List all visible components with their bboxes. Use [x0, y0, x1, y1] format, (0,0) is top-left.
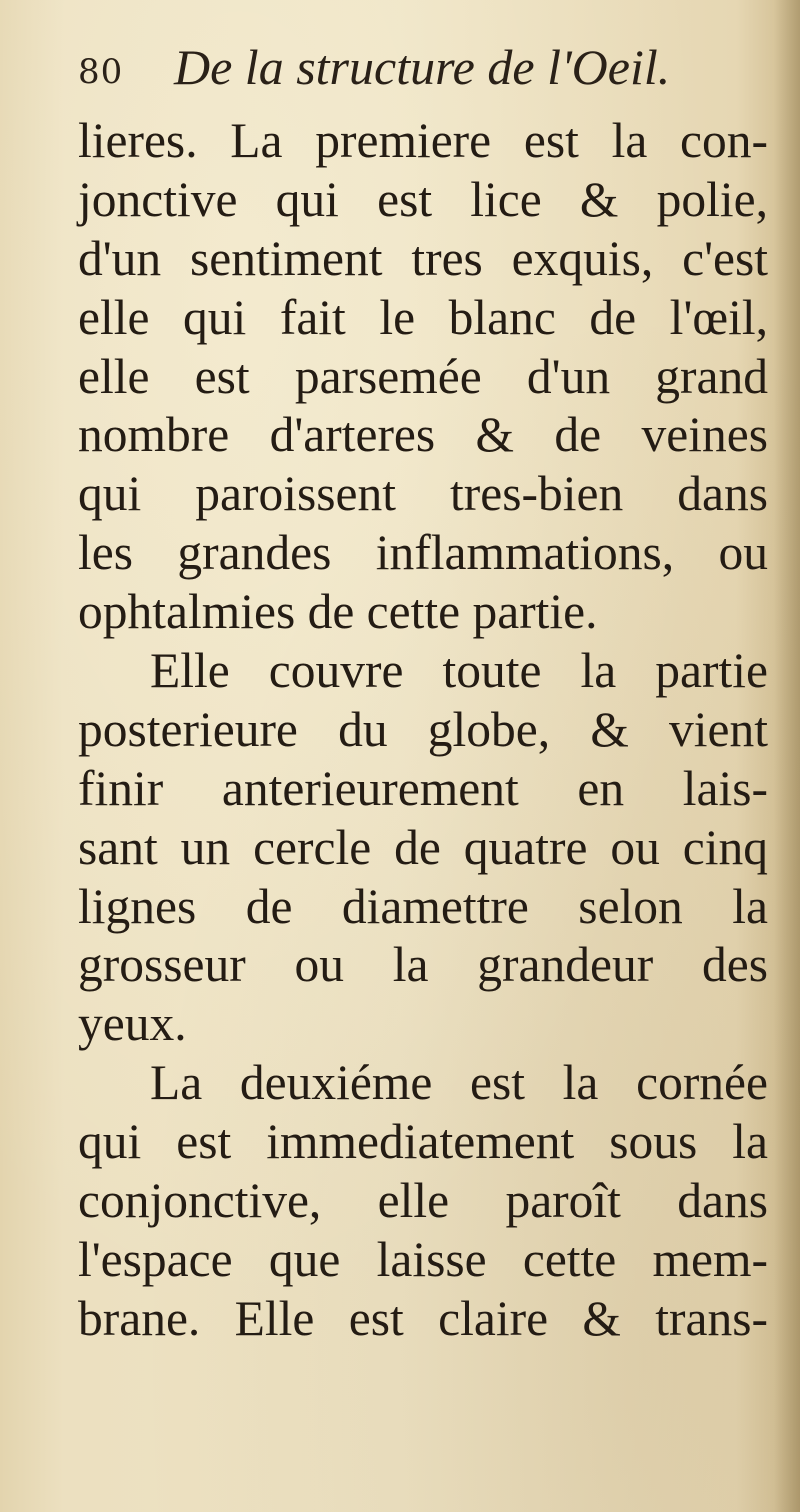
text-line: finir anterieurement en lais- [78, 760, 768, 816]
text-line: grosseur ou la grandeur des [78, 937, 768, 993]
running-header [78, 38, 718, 108]
text-line: jonctive qui est lice & polie, [78, 171, 768, 227]
body-text [78, 112, 768, 1349]
text-line: d'un sentiment tres exquis, c'est [78, 230, 768, 286]
text-line: l'espace que laisse cette mem- [78, 1231, 768, 1287]
running-title: De la structure de l'Oeil. [174, 39, 671, 95]
text-line: La deuxiéme est la cornée [150, 1055, 768, 1111]
text-line: elle est parsemée d'un grand [78, 348, 768, 404]
text-line: posterieure du globe, & vient [78, 701, 768, 757]
text-line: qui paroissent tres-bien dans [78, 466, 768, 522]
text-line: lieres. La premiere est la con- [78, 113, 768, 168]
paragraph-2 [78, 642, 768, 1054]
text-line: qui est immediatement sous la [78, 1114, 768, 1170]
text-line: yeux. [78, 996, 187, 1052]
text-line: nombre d'arteres & de veines [78, 407, 768, 463]
text-line: Elle couvre toute la partie [150, 643, 768, 699]
paragraph-3 [78, 1054, 768, 1348]
text-line: lignes de diamettre selon la [78, 878, 768, 934]
paragraph-1 [78, 112, 768, 642]
text-line: sant un cercle de quatre ou cinq [78, 819, 768, 875]
text-line: les grandes inflammations, ou [78, 525, 768, 581]
page-edge-shadow [774, 0, 800, 1512]
text-line: ophtalmies de cette partie. [78, 584, 598, 640]
text-line: elle qui fait le blanc de l'œil, [78, 289, 768, 345]
text-line: conjonctive, elle paroît dans [78, 1173, 768, 1229]
text-line: brane. Elle est claire & trans- [78, 1290, 768, 1346]
page-number: 80 [78, 52, 124, 92]
